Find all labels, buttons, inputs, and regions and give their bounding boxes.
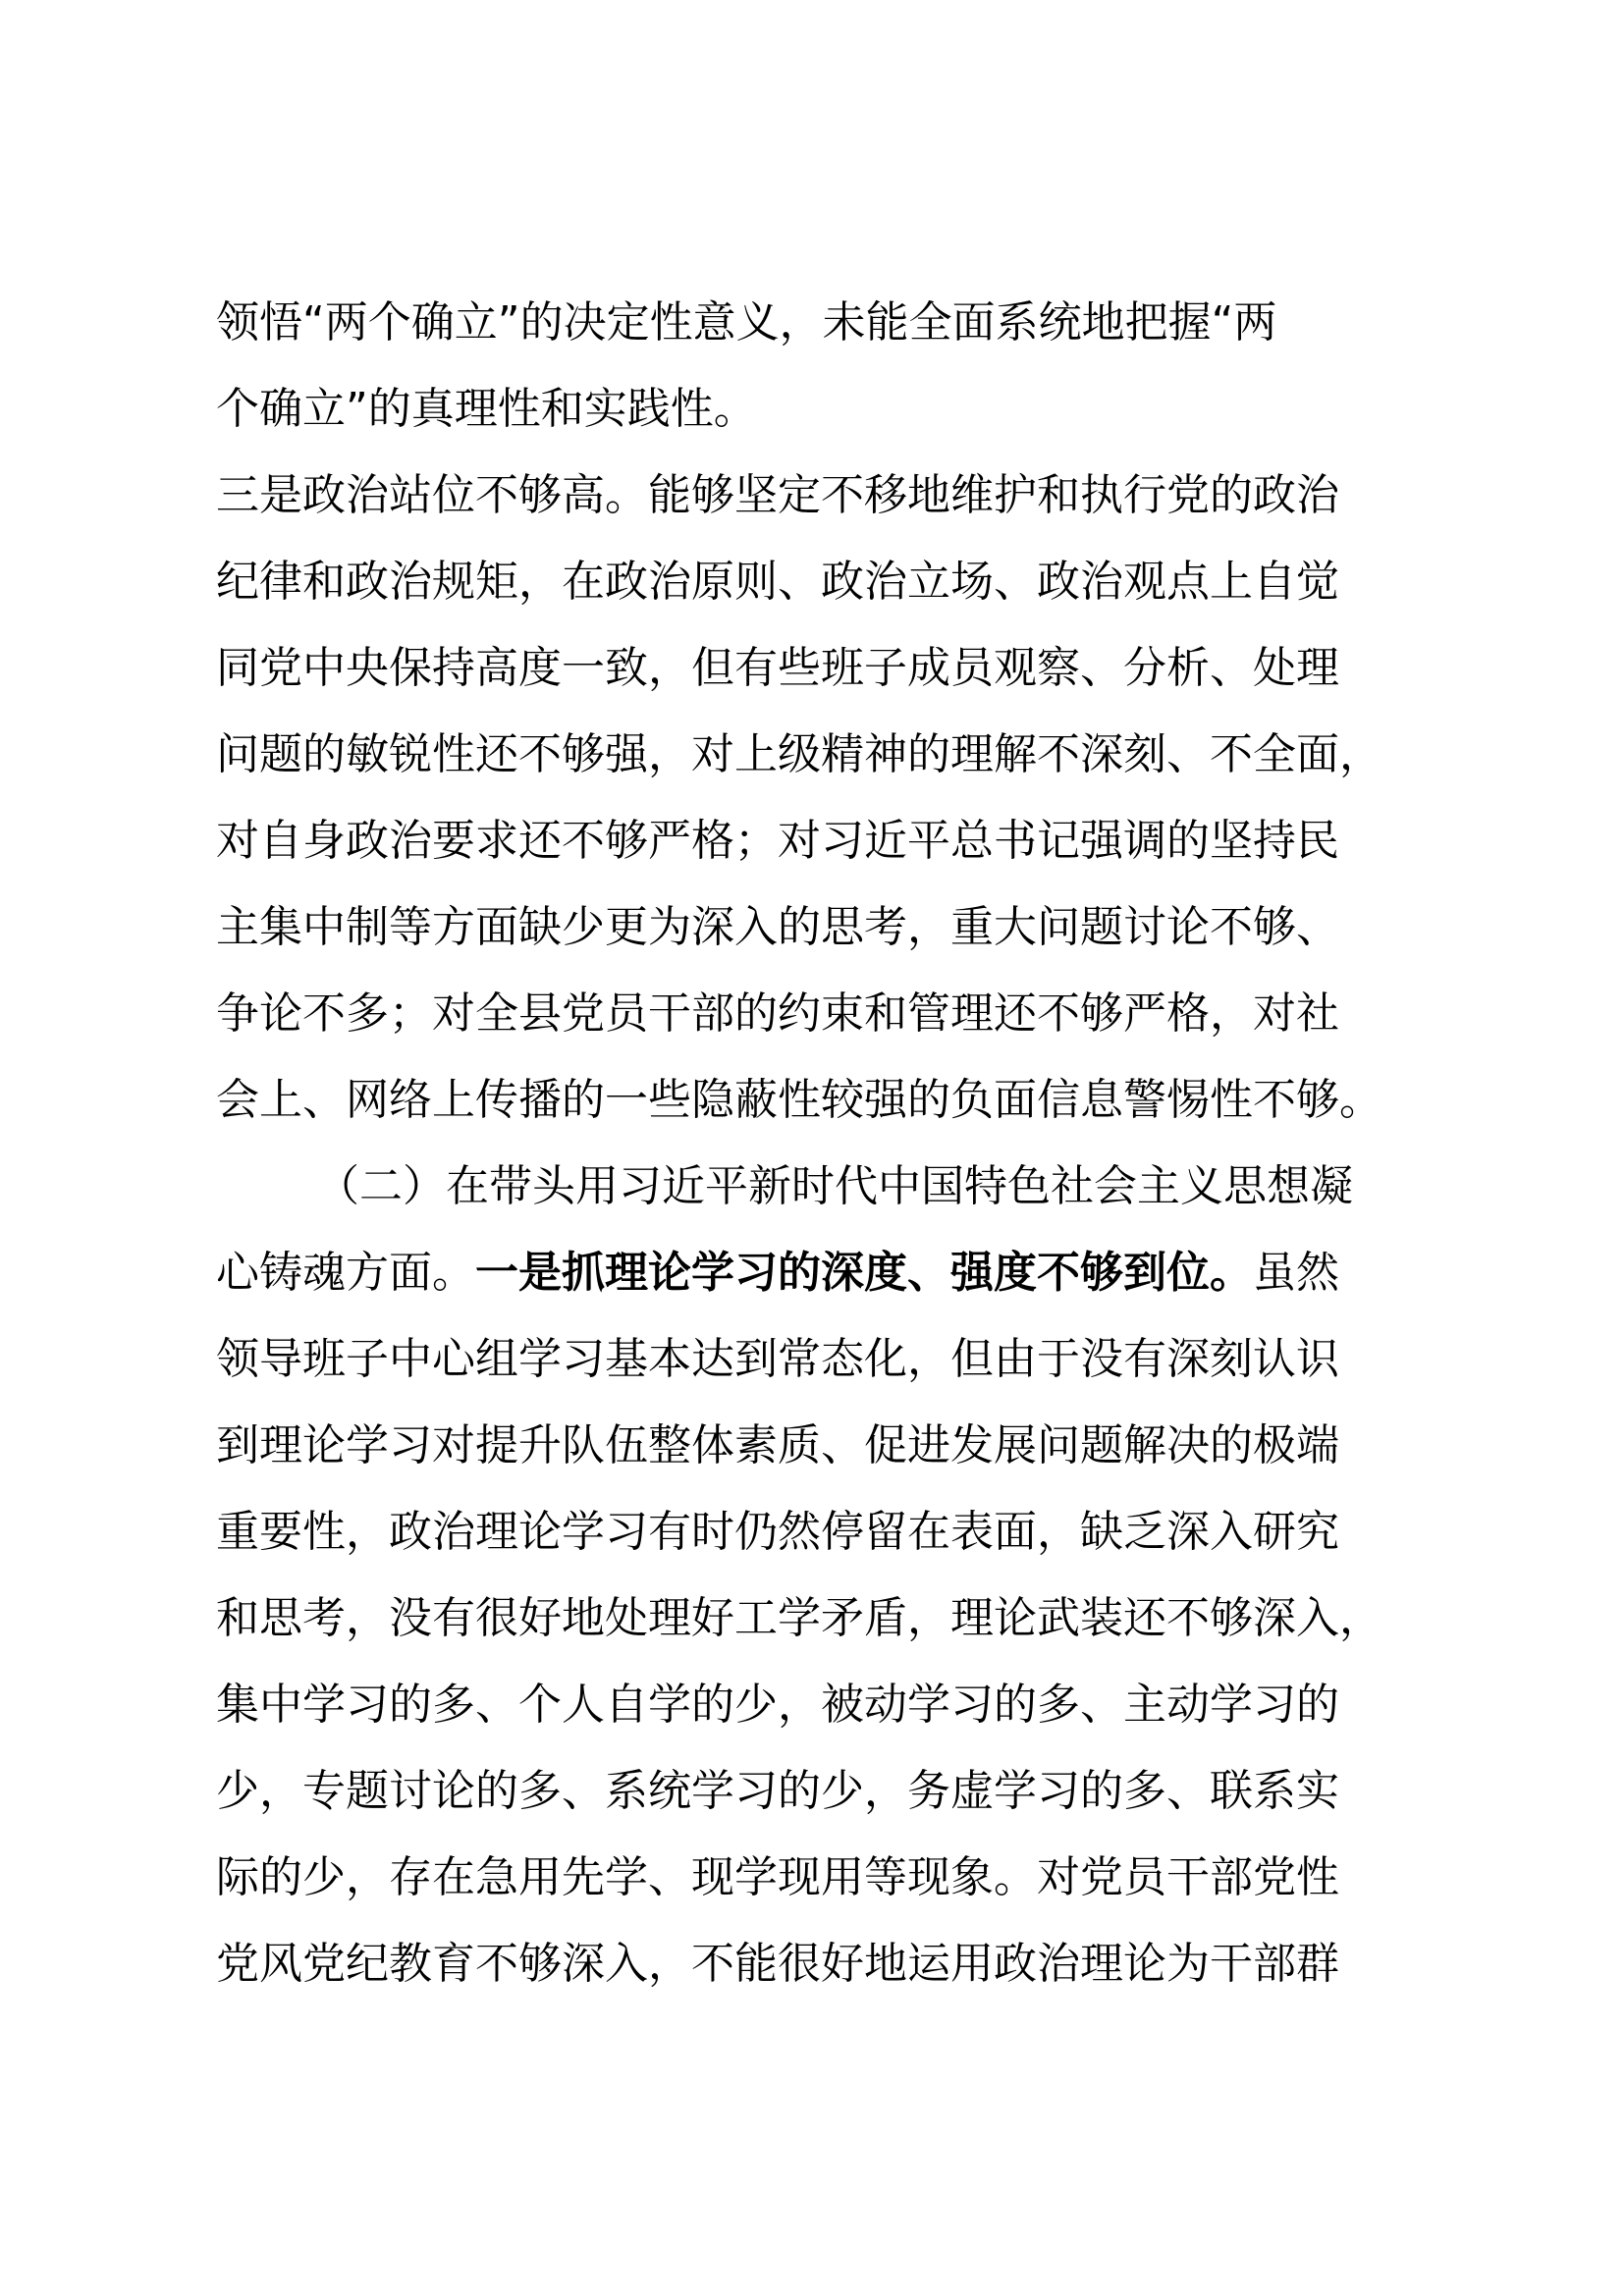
text-line: 对自身政治要求还不够严格；对习近平总书记强调的坚持民 <box>216 816 1339 866</box>
section-heading-line: （二）在带头用习近平新时代中国特色社会主义思想凝 <box>316 1161 1353 1211</box>
text-line: 同党中央保持高度一致，但有些班子成员观察、分析、处理 <box>216 643 1339 693</box>
text-line: 党风党纪教育不够深入，不能很好地运用政治理论为干部群 <box>216 1939 1339 1989</box>
text-line: 领导班子中心组学习基本达到常态化，但由于没有深刻认识 <box>216 1334 1339 1384</box>
text-line: 重要性，政治理论学习有时仍然停留在表面，缺乏深入研究 <box>216 1507 1339 1557</box>
mixed-text-line <box>216 1230 1434 1316</box>
bold-point-heading: 一是抓理论学习的深度、强度不够到位。 <box>475 1248 1253 1298</box>
text-line: 争论不多；对全县党员干部的约束和管理还不够严格，对社 <box>216 988 1339 1039</box>
text-line: 纪律和政治规矩，在政治原则、政治立场、政治观点上自觉 <box>216 557 1339 607</box>
line-lead-text: 心铸魂方面。 <box>216 1248 475 1298</box>
body-text <box>216 280 1434 2007</box>
text-line: 问题的敏锐性还不够强，对上级精神的理解不深刻、不全面， <box>216 729 1382 779</box>
text-line: 主集中制等方面缺少更为深入的思考，重大问题讨论不够、 <box>216 902 1339 952</box>
text-line: 际的少，存在急用先学、现学现用等现象。对党员干部党性 <box>216 1852 1339 1902</box>
text-line: 会上、网络上传播的一些隐蔽性较强的负面信息警惕性不够。 <box>216 1075 1382 1125</box>
line-tail-text: 虽然 <box>1253 1248 1339 1298</box>
text-line: 个确立”的真理性和实践性。 <box>216 384 757 434</box>
text-line: 集中学习的多、个人自学的少，被动学习的多、主动学习的 <box>216 1680 1339 1730</box>
text-line: 领悟“两个确立”的决定性意义，未能全面系统地把握“两 <box>216 297 1277 347</box>
text-line: 到理论学习对提升队伍整体素质、促进发展问题解决的极端 <box>216 1420 1339 1470</box>
text-line: 和思考，没有很好地处理好工学矛盾，理论武装还不够深入， <box>216 1593 1382 1643</box>
text-line: 三是政治站位不够高。能够坚定不移地维护和执行党的政治 <box>216 470 1339 520</box>
text-line: 少，专题讨论的多、系统学习的少，务虚学习的多、联系实 <box>216 1766 1339 1816</box>
